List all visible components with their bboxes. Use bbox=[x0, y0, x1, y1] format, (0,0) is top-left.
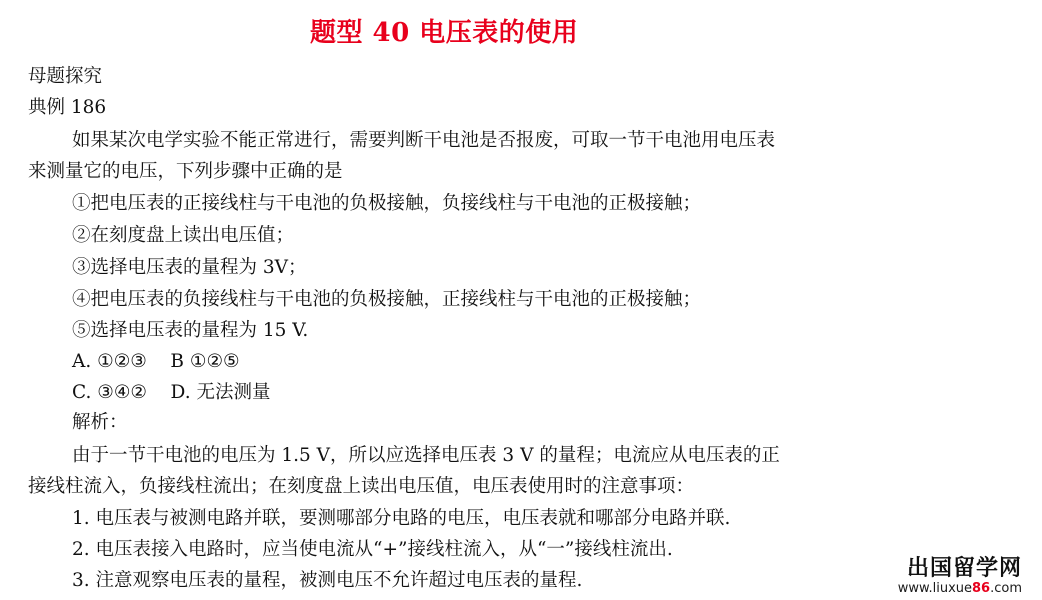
page-title: 题型 40 电压表的使用 bbox=[310, 18, 579, 48]
site-watermark bbox=[898, 556, 1022, 596]
step-3: ③选择电压表的量程为 3V； bbox=[72, 257, 307, 278]
options-line-1: A. ①②③ B ①②⑤ bbox=[72, 351, 240, 372]
analysis-line-2: 接线柱流入，负接线柱流出；在刻度盘上读出电压值，电压表使用时的注意事项： bbox=[28, 476, 695, 497]
watermark-url bbox=[898, 582, 1022, 596]
step-4: ④把电压表的负接线柱与干电池的负极接触，正接线柱与干电池的正极接触； bbox=[72, 289, 702, 310]
watermark-url-highlight: 86 bbox=[972, 581, 991, 596]
step-2: ②在刻度盘上读出电压值； bbox=[72, 225, 295, 246]
analysis-label: 解析： bbox=[72, 412, 128, 433]
note-2: 2. 电压表接入电路时，应当使电流从“+”接线柱流入，从“一”接线柱流出. bbox=[72, 539, 673, 560]
note-3: 3. 注意观察电压表的量程，被测电压不允许超过电压表的量程. bbox=[72, 570, 583, 591]
step-5: ⑤选择电压表的量程为 15 V. bbox=[72, 320, 309, 341]
example-label: 典例 186 bbox=[28, 97, 107, 118]
question-line-2: 来测量它的电压，下列步骤中正确的是 bbox=[28, 161, 343, 182]
watermark-url-prefix: www.liuxue bbox=[897, 581, 972, 596]
analysis-line-1: 由于一节干电池的电压为 1.5 V，所以应选择电压表 3 V 的量程；电流应从电压表的正 bbox=[72, 445, 780, 466]
options-line-2: C. ③④② D. 无法测量 bbox=[72, 382, 271, 403]
note-1: 1. 电压表与被测电路并联，要测哪部分电路的电压，电压表就和哪部分电路并联. bbox=[72, 508, 731, 529]
question-line-1: 如果某次电学实验不能正常进行，需要判断干电池是否报废，可取一节干电池用电压表 bbox=[72, 130, 776, 151]
watermark-url-suffix: .com bbox=[990, 581, 1022, 596]
step-1: ①把电压表的正接线柱与干电池的负极接触，负接线柱与干电池的正极接触； bbox=[72, 193, 702, 214]
watermark-name: 出国留学网 bbox=[906, 556, 1022, 581]
section-heading: 母题探究 bbox=[28, 66, 103, 87]
